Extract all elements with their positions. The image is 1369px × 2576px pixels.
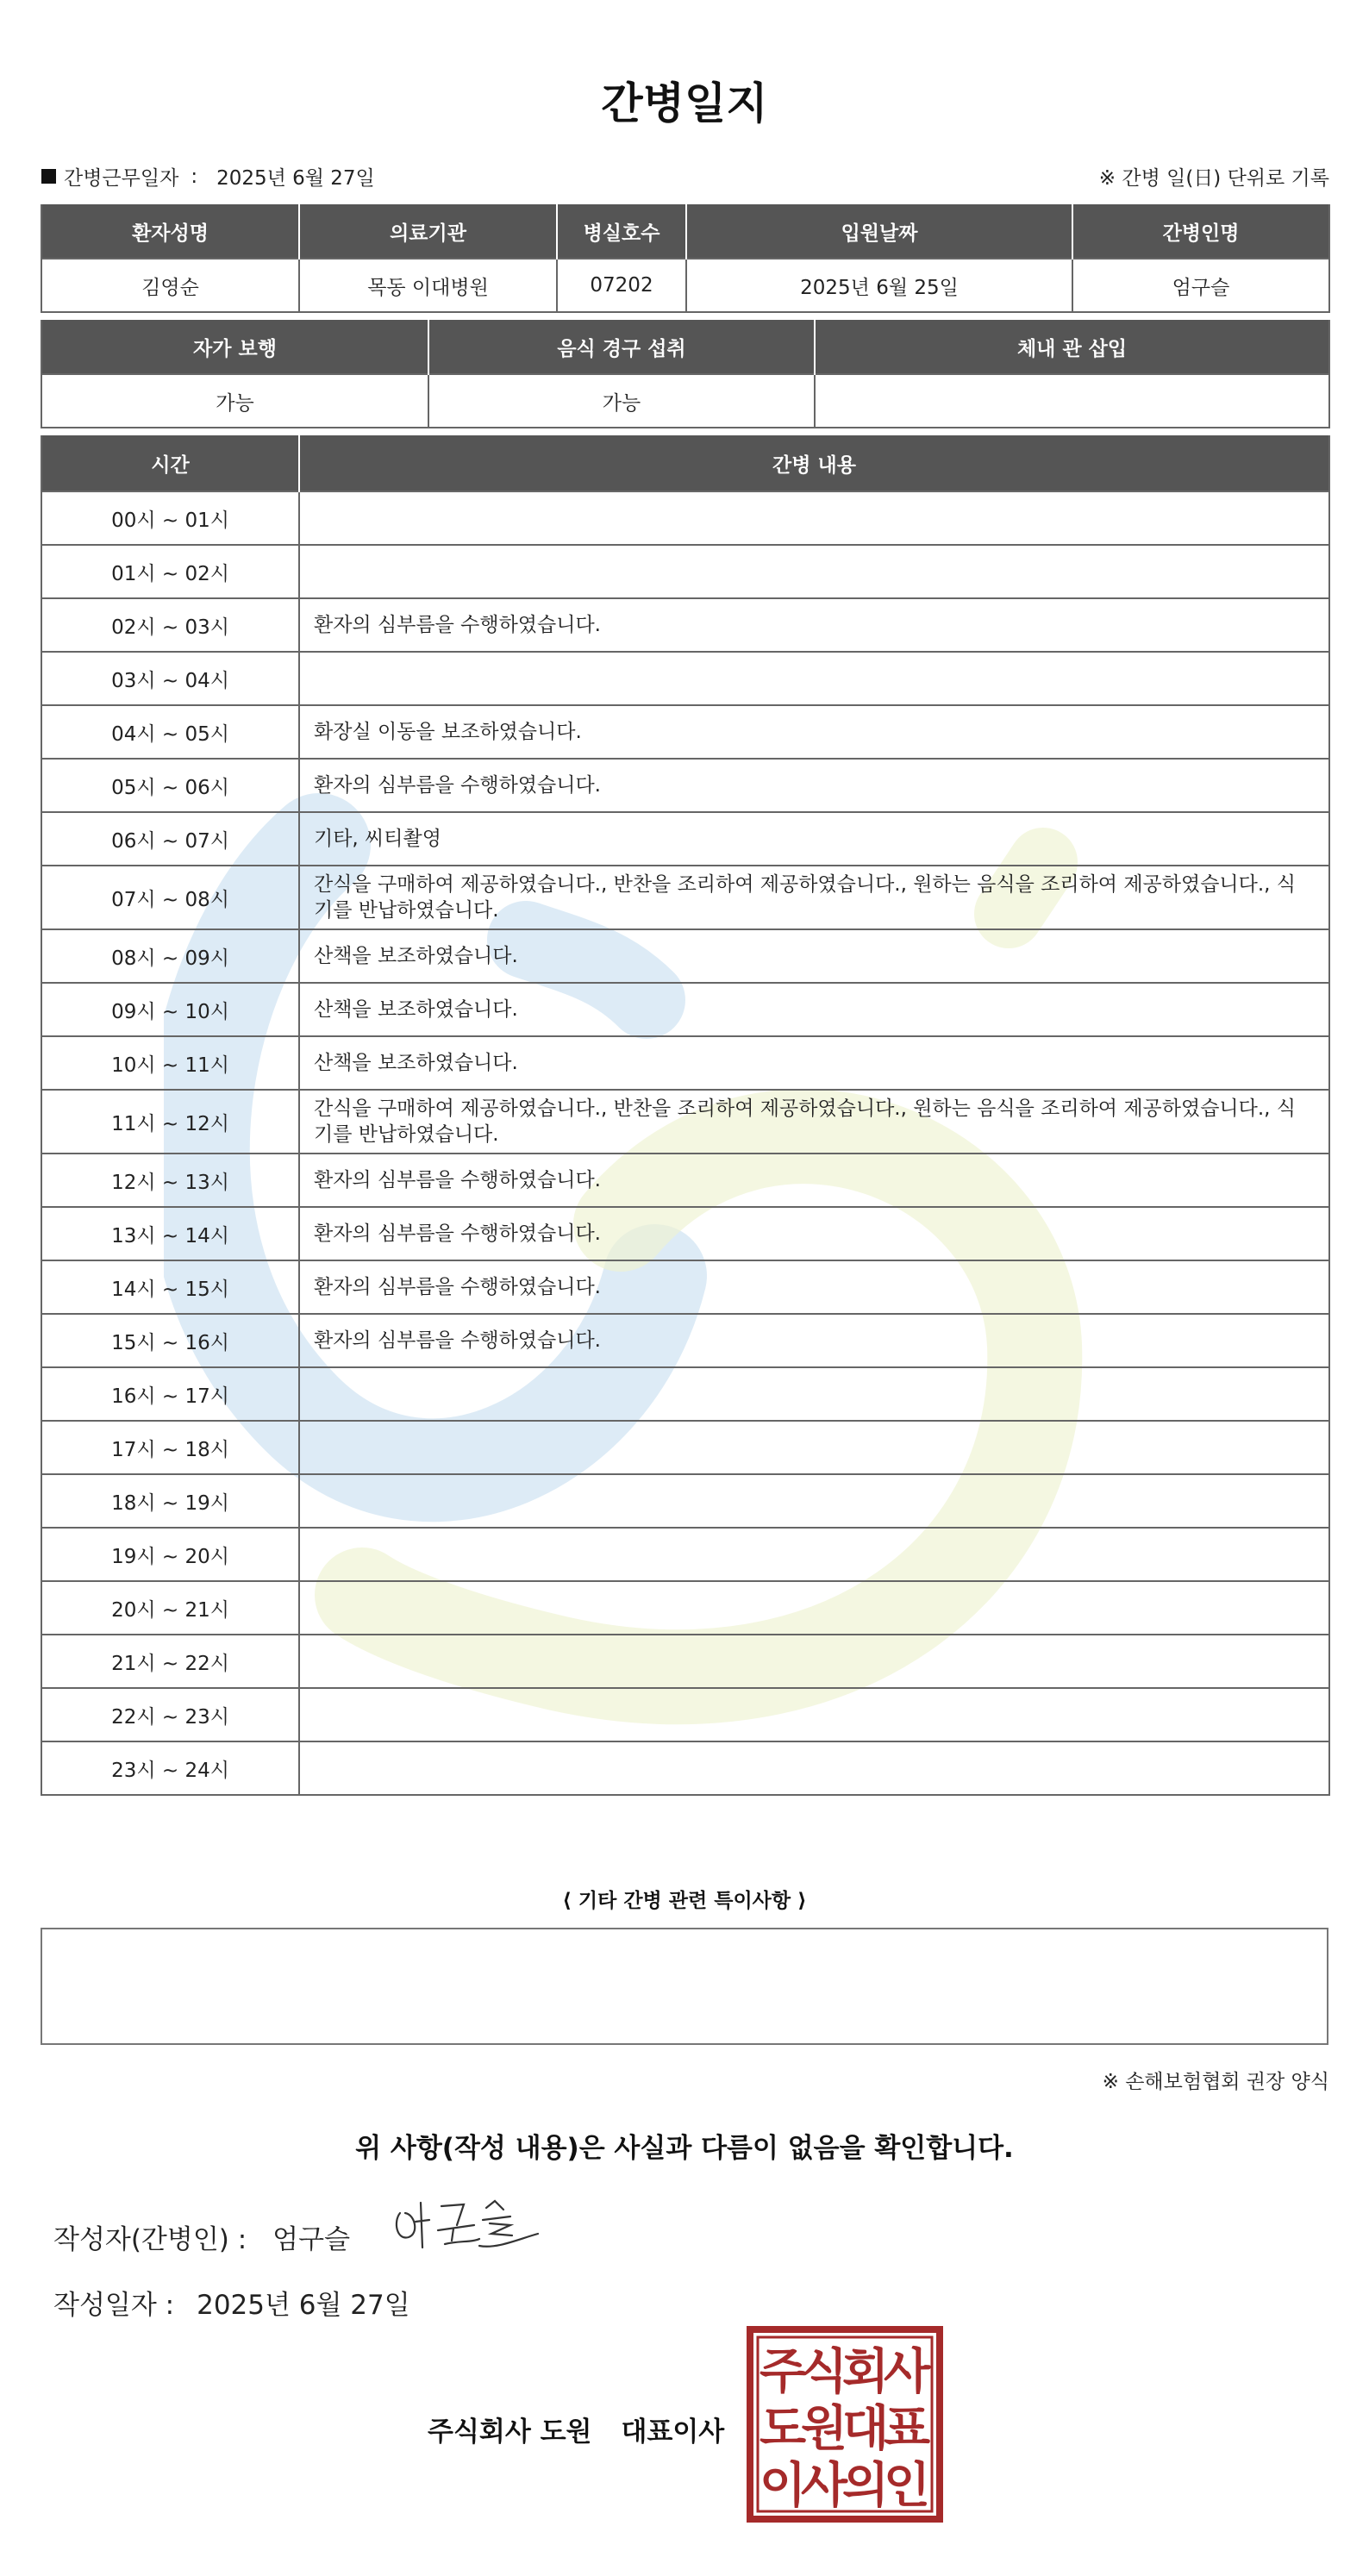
log-time: 22시 ~ 23시 — [41, 1688, 299, 1741]
work-date-separator: : — [191, 165, 198, 188]
log-content: 산책을 보조하였습니다. — [299, 983, 1329, 1036]
log-time: 00시 ~ 01시 — [41, 491, 299, 545]
patient-info-table — [41, 204, 1330, 313]
seal-character: 도 — [759, 2401, 807, 2457]
seal-character: 회 — [841, 2344, 890, 2400]
header-room: 병실호수 — [557, 204, 686, 259]
log-time: 07시 ~ 08시 — [41, 866, 299, 929]
seal-character: 식 — [800, 2344, 848, 2400]
company-name: 주식회사 도원 — [428, 2417, 592, 2448]
special-notes-title: ⟨ 기타 간병 관련 특이사항 ⟩ — [562, 1890, 807, 1912]
log-time: 10시 ~ 11시 — [41, 1036, 299, 1090]
log-content — [299, 1367, 1329, 1421]
work-date-line — [41, 162, 375, 191]
seal-character: 사 — [883, 2344, 931, 2400]
log-time: 02시 ~ 03시 — [41, 598, 299, 652]
patient-name: 김영순 — [41, 259, 299, 312]
writer-name: 엄구슬 — [272, 2224, 351, 2255]
log-content: 환자의 심부름을 수행하였습니다. — [299, 1207, 1329, 1260]
log-content: 환자의 심부름을 수행하였습니다. — [299, 1260, 1329, 1314]
log-time: 14시 ~ 15시 — [41, 1260, 299, 1314]
log-time: 18시 ~ 19시 — [41, 1474, 299, 1528]
log-row — [41, 812, 1329, 866]
write-date-value: 2025년 6월 27일 — [197, 2290, 410, 2321]
log-content: 환자의 심부름을 수행하였습니다. — [299, 598, 1329, 652]
special-notes-box — [41, 1928, 1328, 2045]
seal-character: 인 — [883, 2458, 931, 2514]
log-time: 04시 ~ 05시 — [41, 705, 299, 759]
log-time: 17시 ~ 18시 — [41, 1421, 299, 1474]
log-row — [41, 1741, 1329, 1795]
log-row — [41, 1207, 1329, 1260]
seal-character: 주 — [759, 2344, 807, 2400]
log-time: 05시 ~ 06시 — [41, 759, 299, 812]
write-date-label: 작성일자 : — [53, 2290, 175, 2321]
log-row — [41, 1260, 1329, 1314]
header-care-content: 간병 내용 — [299, 435, 1329, 491]
seal-character: 표 — [883, 2401, 931, 2457]
header-time: 시간 — [41, 435, 299, 491]
log-content: 환자의 심부름을 수행하였습니다. — [299, 1314, 1329, 1367]
log-time: 01시 ~ 02시 — [41, 545, 299, 598]
patient-header-row — [41, 204, 1329, 259]
seal-character: 대 — [841, 2401, 890, 2457]
log-content — [299, 545, 1329, 598]
log-content: 간식을 구매하여 제공하였습니다., 반찬을 조리하여 제공하였습니다., 원하는 음식을 조리하여 제공하였습니다., 식기를 반납하였습니다. — [299, 866, 1329, 929]
log-content — [299, 1688, 1329, 1741]
writer-label: 작성자(간병인) : — [53, 2224, 247, 2255]
log-row — [41, 705, 1329, 759]
header-admission-date: 입원날짜 — [686, 204, 1072, 259]
header-hospital: 의료기관 — [299, 204, 557, 259]
log-time: 12시 ~ 13시 — [41, 1154, 299, 1207]
company-line — [428, 2410, 724, 2448]
log-row — [41, 652, 1329, 705]
log-row — [41, 1474, 1329, 1528]
log-content: 기타, 씨티촬영 — [299, 812, 1329, 866]
header-tube-insertion: 체내 관 삽입 — [815, 320, 1329, 374]
black-square-icon — [41, 169, 56, 184]
log-row — [41, 1635, 1329, 1688]
log-header-row — [41, 435, 1329, 491]
writer-line — [53, 2217, 350, 2256]
log-content — [299, 1421, 1329, 1474]
work-date-label: 간병근무일자 — [64, 167, 179, 190]
log-content — [299, 1474, 1329, 1528]
log-body — [41, 491, 1329, 1795]
log-row — [41, 1154, 1329, 1207]
handwritten-signature — [390, 2196, 545, 2265]
status-header-row — [41, 320, 1329, 374]
log-row — [41, 1367, 1329, 1421]
log-content: 산책을 보조하였습니다. — [299, 1036, 1329, 1090]
log-time: 13시 ~ 14시 — [41, 1207, 299, 1260]
log-content — [299, 1741, 1329, 1795]
patient-status-table — [41, 320, 1330, 428]
log-row — [41, 983, 1329, 1036]
self-walking-value: 가능 — [41, 374, 428, 428]
log-row — [41, 1090, 1329, 1154]
log-content — [299, 1635, 1329, 1688]
log-content: 환자의 심부름을 수행하였습니다. — [299, 759, 1329, 812]
log-time: 08시 ~ 09시 — [41, 929, 299, 983]
log-content — [299, 652, 1329, 705]
hourly-care-log-table — [41, 435, 1330, 1796]
unit-note: ※ 간병 일(日) 단위로 기록 — [1098, 167, 1329, 190]
log-row — [41, 759, 1329, 812]
log-content: 간식을 구매하여 제공하였습니다., 반찬을 조리하여 제공하였습니다., 원하는 음식을 조리하여 제공하였습니다., 식기를 반납하였습니다. — [299, 1090, 1329, 1154]
admission-date: 2025년 6월 25일 — [686, 259, 1072, 312]
write-date-line — [53, 2283, 410, 2322]
log-row — [41, 1528, 1329, 1581]
log-content — [299, 1528, 1329, 1581]
log-row — [41, 1421, 1329, 1474]
company-role: 대표이사 — [621, 2417, 725, 2448]
hospital: 목동 이대병원 — [299, 259, 557, 312]
seal-character: 사 — [800, 2458, 848, 2514]
log-time: 06시 ~ 07시 — [41, 812, 299, 866]
log-row — [41, 1036, 1329, 1090]
confirmation-statement: 위 사항(작성 내용)은 사실과 다름이 없음을 확인합니다. — [355, 2133, 1014, 2164]
work-date-value: 2025년 6월 27일 — [216, 167, 375, 190]
document-title: 간병일지 — [601, 78, 768, 128]
seal-character: 이 — [759, 2458, 807, 2514]
log-time: 19시 ~ 20시 — [41, 1528, 299, 1581]
oral-intake-value: 가능 — [428, 374, 815, 428]
seal-character: 의 — [841, 2458, 890, 2514]
log-row — [41, 1688, 1329, 1741]
seal-character: 원 — [800, 2401, 848, 2457]
log-row — [41, 866, 1329, 929]
header-oral-intake: 음식 경구 섭취 — [428, 320, 815, 374]
log-row — [41, 1581, 1329, 1635]
log-time: 15시 ~ 16시 — [41, 1314, 299, 1367]
log-time: 20시 ~ 21시 — [41, 1581, 299, 1635]
log-row — [41, 929, 1329, 983]
log-content — [299, 1581, 1329, 1635]
log-time: 23시 ~ 24시 — [41, 1741, 299, 1795]
log-content — [299, 491, 1329, 545]
patient-value-row — [41, 259, 1329, 312]
tube-insertion-value — [815, 374, 1329, 428]
status-value-row — [41, 374, 1329, 428]
log-time: 21시 ~ 22시 — [41, 1635, 299, 1688]
log-time: 11시 ~ 12시 — [41, 1090, 299, 1154]
company-seal-stamp — [747, 2326, 943, 2523]
log-content: 산책을 보조하였습니다. — [299, 929, 1329, 983]
caregiver-name: 엄구슬 — [1072, 259, 1329, 312]
log-content: 화장실 이동을 보조하였습니다. — [299, 705, 1329, 759]
log-time: 16시 ~ 17시 — [41, 1367, 299, 1421]
log-time: 03시 ~ 04시 — [41, 652, 299, 705]
log-time: 09시 ~ 10시 — [41, 983, 299, 1036]
header-patient-name: 환자성명 — [41, 204, 299, 259]
log-row — [41, 491, 1329, 545]
room-number: 07202 — [557, 259, 686, 312]
association-form-note: ※ 손해보험협회 권장 양식 — [1102, 2071, 1329, 2093]
header-self-walking: 자가 보행 — [41, 320, 428, 374]
log-content: 환자의 심부름을 수행하였습니다. — [299, 1154, 1329, 1207]
header-caregiver-name: 간병인명 — [1072, 204, 1329, 259]
log-row — [41, 598, 1329, 652]
log-row — [41, 545, 1329, 598]
log-row — [41, 1314, 1329, 1367]
